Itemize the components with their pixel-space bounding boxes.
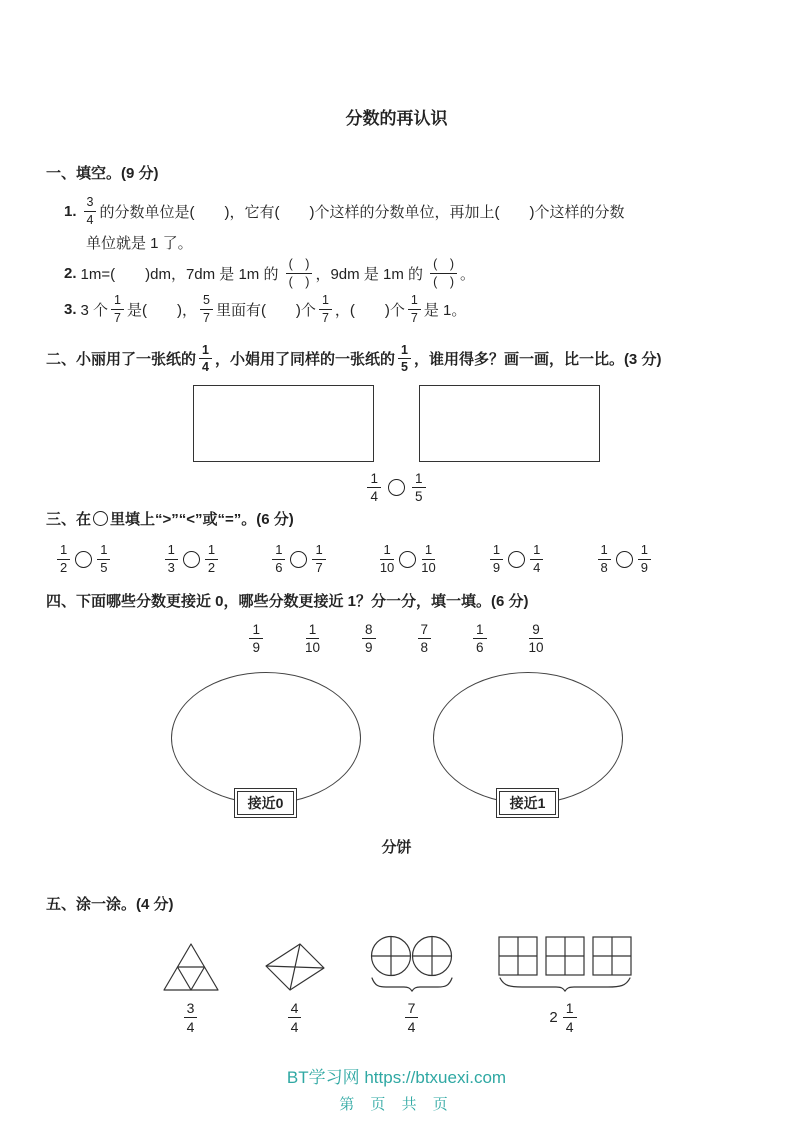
text-run: 里填上“>”“<”或“=”。(6 分) [110,511,294,529]
text-run: 是 1。 [423,301,467,319]
section-2-header [46,343,747,375]
fraction: $\frac{1}{8}$ [598,543,611,576]
comparison-circle[interactable] [75,551,92,568]
fraction-compare [46,470,747,506]
text-run: ，小娟用了同样的一张纸的 [214,351,395,369]
fraction: $\frac{1}{9}$ [638,543,651,576]
fraction: $\frac{5}{7}$ [200,293,213,325]
fraction: $\frac{3}{4}$ [84,195,97,227]
near-one-group [433,672,623,818]
fraction: $\frac{7}{4}$ [405,1000,419,1035]
near-zero-label-box [234,788,298,818]
circles-fraction [402,1000,422,1035]
fraction: $\frac{1}{6}$ [272,543,285,576]
item-text [81,257,475,289]
section-3-header [46,506,747,532]
squares-group [498,935,632,1035]
page-title: 分数的再认识 [345,109,448,128]
fraction: $\frac{1}{10}$ [304,621,320,656]
fraction-pair [597,542,652,578]
near-one-label-box [496,788,560,818]
fraction: $\frac{1}{9}$ [249,622,263,656]
near-one-label: 接近1 [499,791,557,815]
fraction: $\frac{1}{10}$ [379,542,395,576]
comparison-circle[interactable] [290,551,307,568]
fraction-pairs-row [46,542,652,578]
section-near-zero-one [46,588,747,857]
fraction: $\frac{3}{4}$ [184,1000,198,1035]
triangle-fraction [181,1000,201,1035]
text-run: ，谁用得多？画一画，比一比。(3 分) [413,351,662,369]
fraction-list [46,622,747,656]
underbrace-icon [370,977,454,992]
fraction: $\frac{1}{5}$ [97,543,110,576]
fraction-pair [164,542,219,578]
fraction: $\frac{1}{7}$ [312,543,325,576]
text-run: 3 个 [80,301,109,319]
fraction: $\frac{( )}{( )}$ [286,257,313,289]
fraction: $\frac{1}{2}$ [205,543,218,576]
squares-shape[interactable] [498,935,632,992]
comparison-circle[interactable] [508,551,525,568]
text-run: 二、小丽用了一张纸的 [46,351,197,369]
fraction: $\frac{4}{4}$ [288,1000,302,1035]
sorting-ovals [46,672,747,818]
item-text [81,195,625,227]
drawing-box-left[interactable] [193,385,374,462]
footer-site-link[interactable]: BT学习网 https://btxuexi.com [286,1068,507,1087]
item-number: 2. [64,264,77,282]
fraction: $\frac{1}{6}$ [473,622,487,656]
comparison-circle[interactable] [399,551,416,568]
fraction-pair [489,542,544,578]
footer-page-info: 第 页 共 页 [339,1096,454,1113]
fraction: $\frac{1}{3}$ [165,543,178,576]
section-compare-paper [46,343,747,506]
fraction: $\frac{1}{7}$ [319,293,332,325]
section-1-items [46,193,747,327]
fraction: $\frac{1}{4}$ [563,1000,577,1035]
fill-item-1-line2: 单位就是 1 了。 [86,234,193,252]
section-5-header: 五、涂一涂。(4 分) [46,896,174,914]
page-footer [0,1063,793,1114]
fraction: $\frac{1}{9}$ [490,543,503,576]
triangle-group [162,942,220,1035]
fraction: $\frac{8}{9}$ [362,622,376,656]
text-run: 1m=( )dm，7dm 是 1m 的 [80,265,283,283]
near-one-oval[interactable] [433,672,623,804]
fraction-pair [56,542,111,578]
quartered-squares-icon [498,935,632,977]
fraction: $\frac{1}{5}$ [398,343,411,375]
fraction: $\frac{9}{10}$ [528,621,544,656]
shapes-row [46,935,747,1035]
fraction-pair [271,542,326,578]
rhombus-group [264,942,326,1035]
text-run: ，( )个 [334,301,405,319]
section-4-header: 四、下面哪些分数更接近 0，哪些分数更接近 1？分一分，填一填。(6 分) [46,593,529,611]
fill-item-2 [64,255,747,291]
caption-fenbing: 分饼 [381,838,412,856]
item-text [81,293,467,325]
triangle-shape[interactable] [162,942,220,992]
fraction: $\frac{1}{4}$ [367,471,381,505]
item-number: 1. [64,202,77,220]
near-zero-label: 接近0 [237,791,295,815]
text-run: ，9dm 是 1m 的 [315,265,428,283]
section-color-shapes [46,891,747,1035]
fraction: $\frac{1}{10}$ [421,542,436,576]
fraction: $\frac{1}{4}$ [530,543,543,576]
text-run: 的分数单位是( )，它有( )个这样的分数单位，再加上( )个这样的分数 [99,203,625,221]
rhombus-icon [264,942,326,992]
drawing-area [46,385,747,462]
quartered-circles-icon [370,935,454,977]
comparison-circle[interactable] [183,551,200,568]
squares-fraction [549,1000,579,1035]
comparison-circle[interactable] [93,511,108,526]
circles-group [370,935,454,1035]
whole-number: 2 [549,1008,558,1026]
fill-item-3 [64,291,747,327]
section-compare-fractions [46,506,747,578]
comparison-circle[interactable] [616,551,633,568]
fraction: $\frac{( )}{( )}$ [430,257,457,289]
rhombus-fraction [285,1000,305,1035]
comparison-circle[interactable] [388,479,405,496]
near-zero-oval[interactable] [171,672,361,804]
triangle-icon [162,942,220,992]
text-run: 是( )， [126,301,197,319]
fraction: $\frac{1}{5}$ [412,471,426,505]
item-number: 3. [64,300,77,318]
underbrace-icon [498,977,632,992]
fraction: $\frac{1}{4}$ [199,343,212,375]
fraction: $\frac{1}{7}$ [111,293,124,325]
text-run: 里面有( )个 [215,301,316,319]
fraction: $\frac{1}{7}$ [408,293,421,325]
fraction: $\frac{1}{2}$ [57,543,70,576]
circles-shape[interactable] [370,935,454,992]
section-fill-blanks [46,159,747,327]
section-1-header: 一、填空。(9 分) [46,164,159,182]
rhombus-shape[interactable] [264,942,326,992]
fraction-pair [379,542,437,578]
fill-item-1 [64,193,747,229]
near-zero-group [171,672,361,818]
fraction: $\frac{7}{8}$ [418,622,432,656]
text-run: 。 [459,265,475,283]
drawing-box-right[interactable] [419,385,600,462]
text-run: 三、在 [46,511,92,529]
